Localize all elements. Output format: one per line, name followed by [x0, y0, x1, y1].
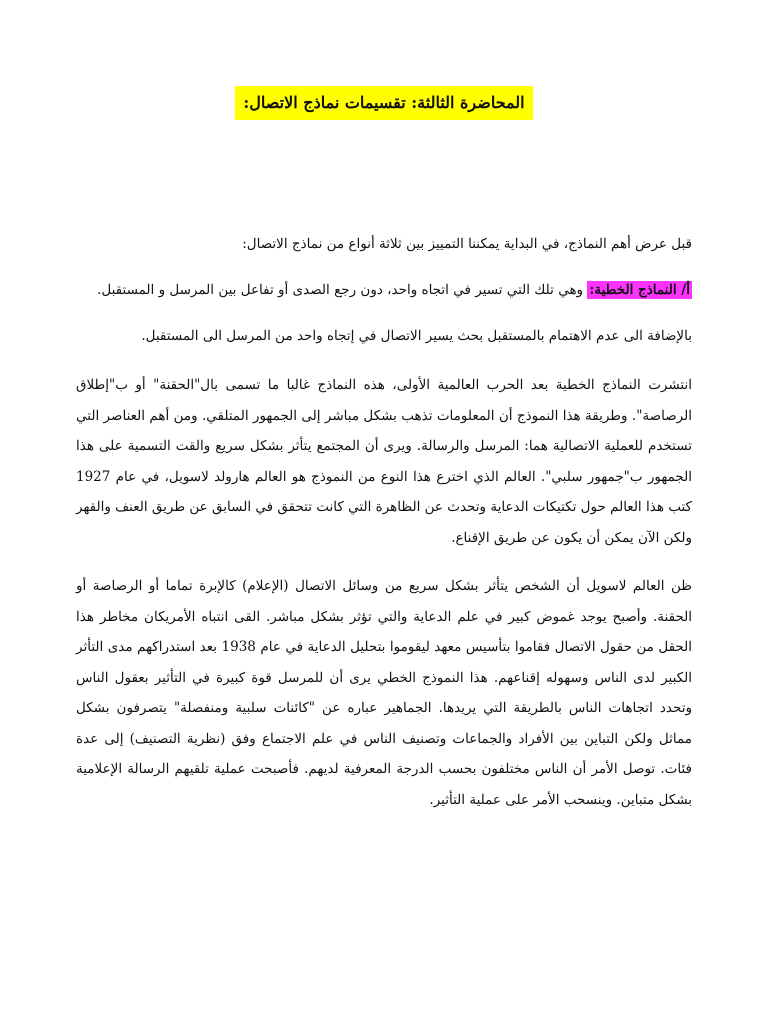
title-container	[0, 86, 768, 120]
linear-models-definition: وهي تلك التي تسير في اتجاه واحد، دون رجع الصدى أو تفاعل بين المرسل و المستقبل.	[97, 282, 588, 298]
lasswell-paragraph: ظن العالم لاسويل أن الشخص يتأثر بشكل سريع من وسائل الاتصال (الإعلام) كالإبرة تماما أو الرصاصة أو الحقنة. وأصبح يوجد غموض كبير في علم الدعاية والتي تؤثر بشكل مباشر. القى انتباه الأمريكان مخاطر هذا الحقل من حقول الاتصال فقاموا بتأسيس معهد ليقوموا بتحليل الدعاية في عام 1938 بعد استدراكهم مدى التأثر الكبير لدى الناس وسهوله إقناعهم. هذا النموذج الخطي يرى أن للمرسل قوة كبيرة في التأثير بعقول الناس وتحدد اتجاهات الناس بالطريقة التي يريدها. الجماهير عباره عن "كائنات سلبية ومنفصلة" يتصرفون بشكل مماثل ولكن التباين بين الأفراد والجماعات وتصنيف الناس في علم الاجتماع وفق (نظرية التصنيف) إلى عدة فئات. توصل الأمر أن الناس مختلفون بحسب الدرجة المعرفية لديهم. فأصبحت عملية تلقيهم الرسالة الإعلامية بشكل متباين. وينسحب الأمر على عملية التأثير.	[76, 578, 692, 808]
intro-paragraph: قبل عرض أهم النماذج، في البداية يمكننا التمييز بين ثلاثة أنواع من نماذج الاتصال:	[242, 236, 692, 252]
addition-paragraph: بالإضافة الى عدم الاهتمام بالمستقبل بحث يسير الاتصال في إتجاه واحد من المرسل الى المستقبل.	[141, 328, 692, 344]
spread-paragraph: انتشرت النماذج الخطية بعد الحرب العالمية الأولى، هذه النماذج غالبا ما تسمى بال"الحقنة" أو ب"إطلاق الرصاصة". وطريقة هذا النموذج أن المعلومات تذهب بشكل مباشر إلى الجمهور المتلقي. ومن أهم العناصر التي تستخدم للعملية الاتصالية هما: المرسل والرسالة. ويرى أن المجتمع يتأثر بشكل سريع والقت التسمية على هذا الجمهور ب"جمهور سلبي". العالم الذي اخترع هذا النوع من النموذج هو العالم هارولد لاسويل، في عام 1927 كتب هذا العالم حول تكتيكات الدعاية وتحدث عن الظاهرة التي كانت تتحقق في السابق عن طريق العنف والقهر ولكن الآن يمكن أن يكون عن طريق الإقناع.	[76, 377, 692, 546]
linear-models-paragraph	[76, 278, 692, 302]
linear-models-term: أ/ النماذج الخطية:	[589, 282, 690, 298]
document-body	[76, 232, 692, 815]
lecture-title: المحاضرة الثالثة: تقسيمات نماذج الاتصال:	[235, 86, 532, 120]
